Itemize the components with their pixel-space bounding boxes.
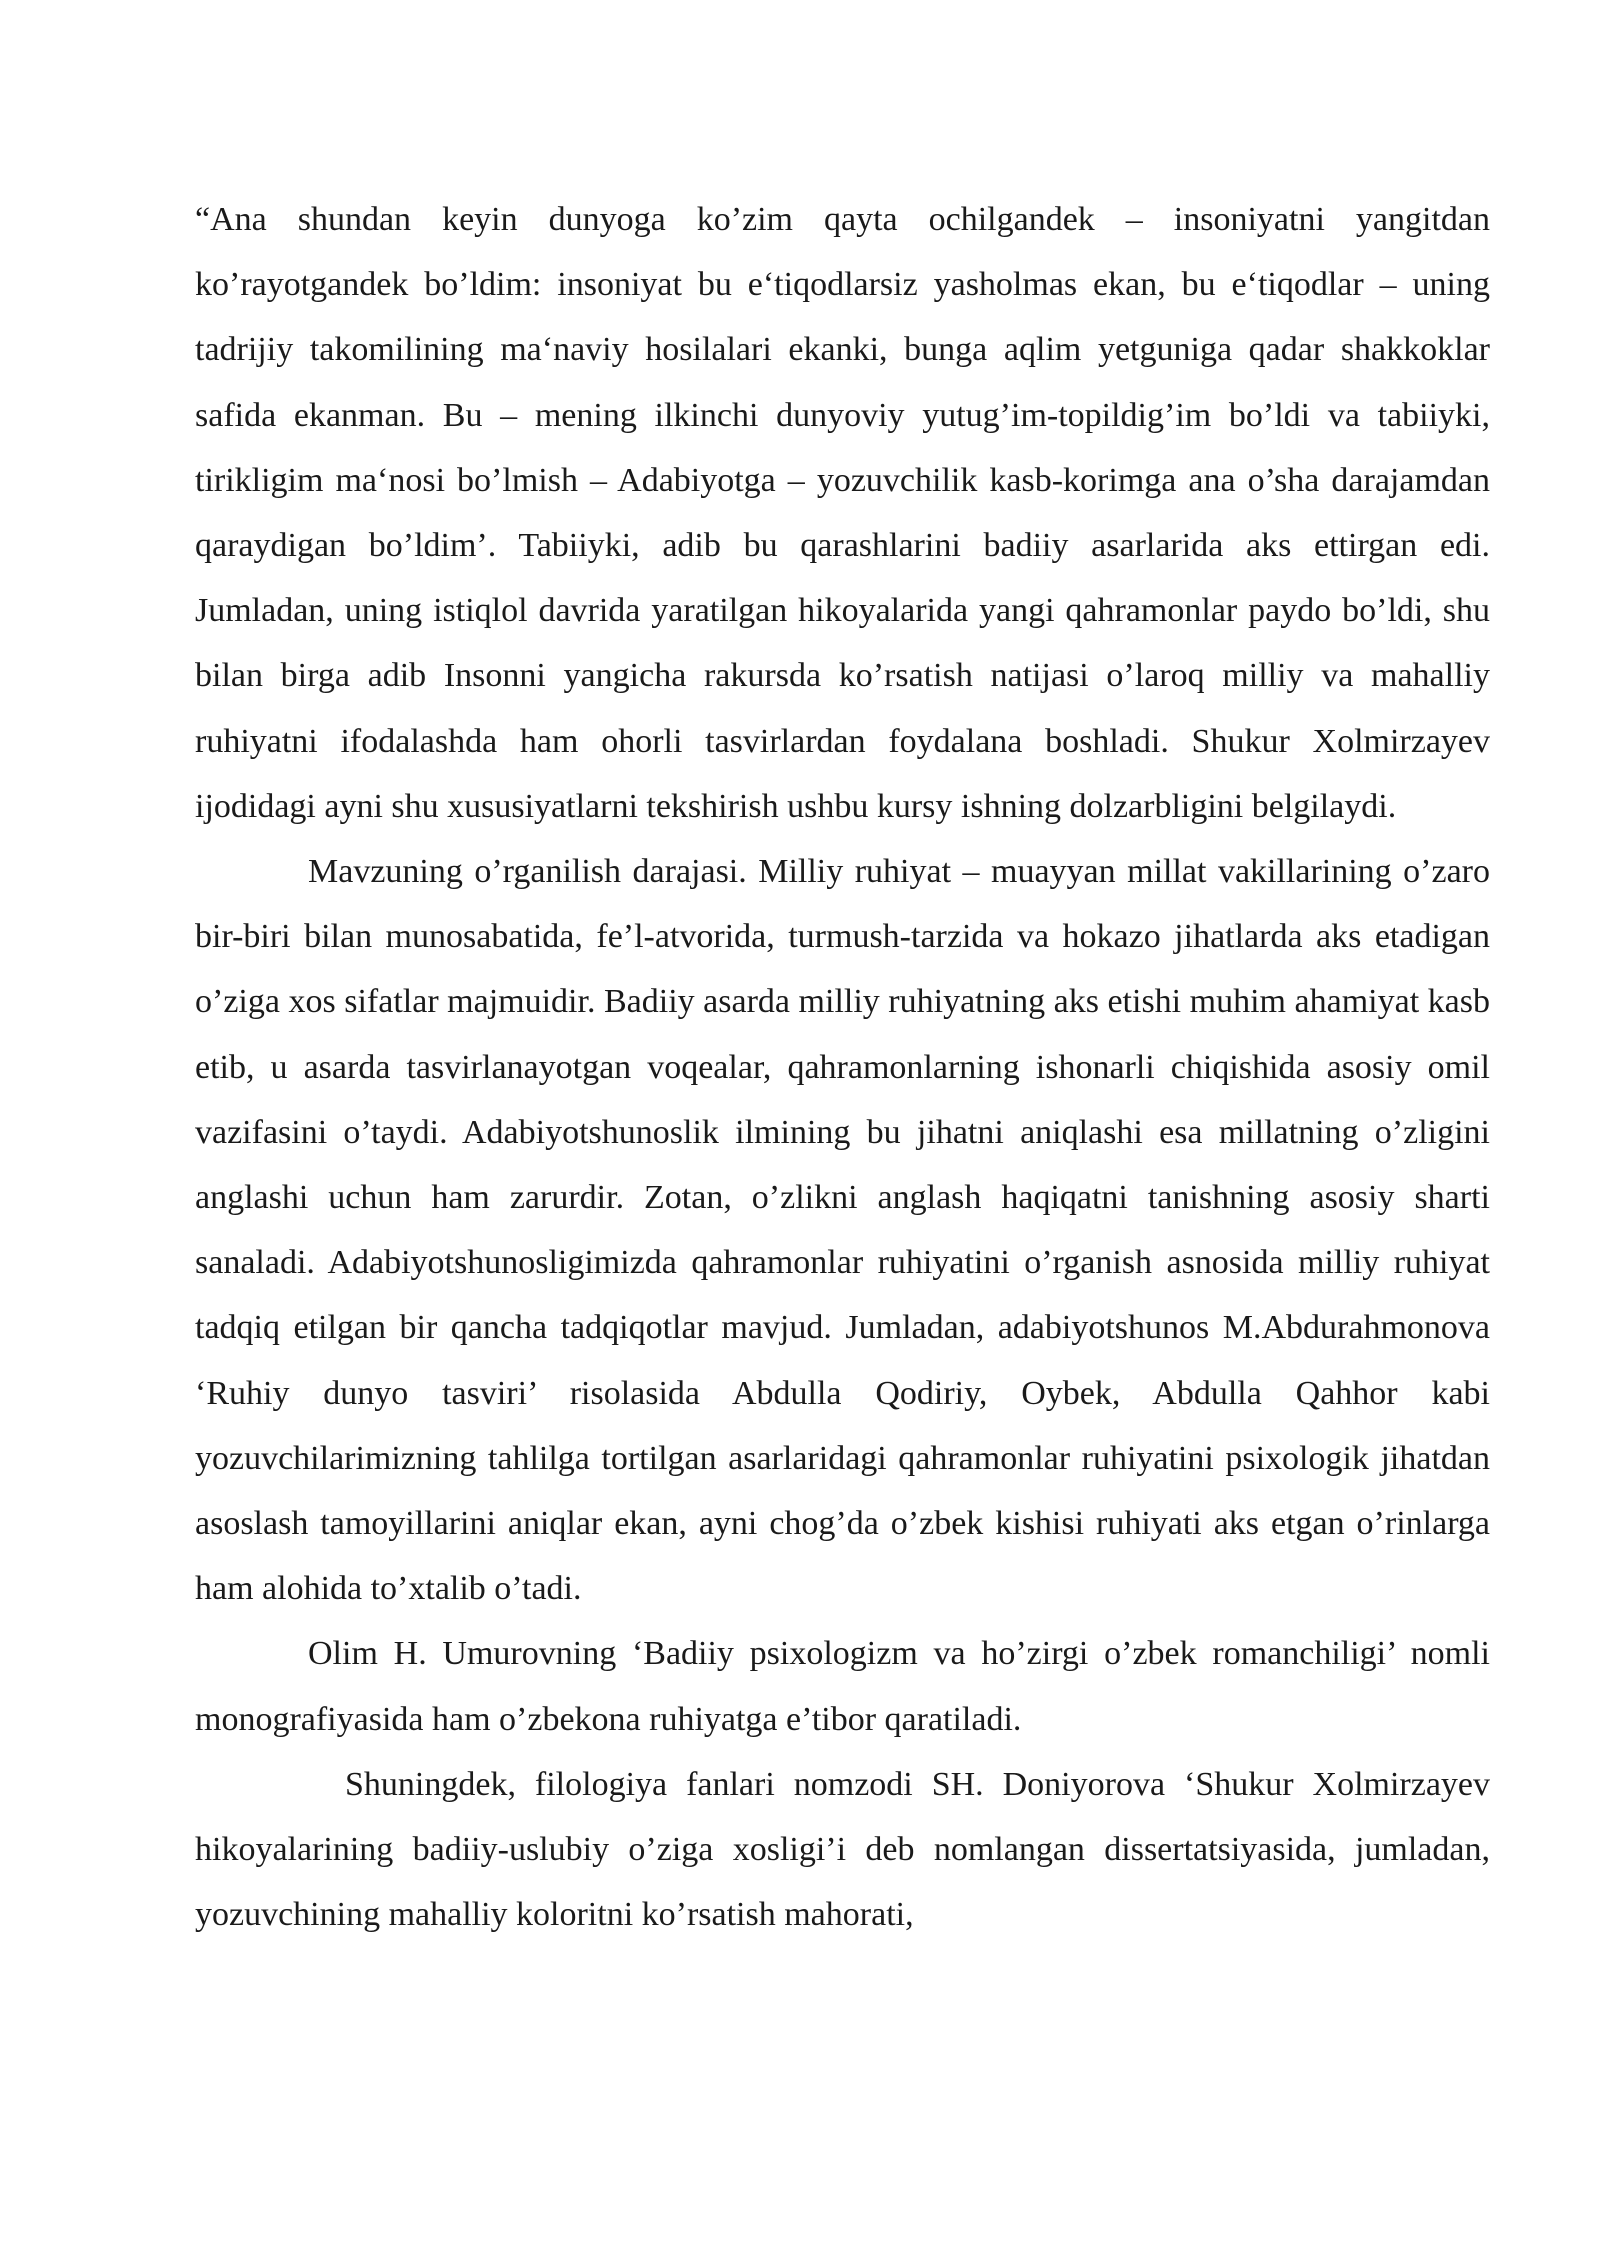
- paragraph-doniyorova: Shuningdek, filologiya fanlari nomzodi SH. Doniyorova ‘Shukur Xolmirzayev hikoyalarining badiiy-uslubiy o’ziga xosligi’i deb nomlangan dissertatsiyasida, jumladan, yozuvchining mahalliy koloritni ko’rsatish mahorati,: [195, 1765, 1490, 1934]
- paragraph-study-level: Mavzuning o’rganilish darajasi. Milliy ruhiyat – muayyan millat vakillarining o’zaro bir-biri bilan munosabatida, fe’l-atvorida, turmush-tarzida va hokazo jihatlarda aks etadigan o’ziga xos sifatlar majmuidir. Badiiy asarda milliy ruhiyatning aks etishi muhim ahamiyat kasb etib, u asarda tasvirlanayotgan voqealar, qahramonlarning ishonarli chiqishida asosiy omil vazifasini o’taydi. Adabiyotshunoslik ilmining bu jihatni aniqlashi esa millatning o’zligini anglashi uchun ham zarurdir. Zotan, o’zlikni anglash haqiqatni tanishning asosiy sharti sanaladi. Adabiyotshunosligimizda qahramonlar ruhiyatini o’rganish asnosida milliy ruhiyat tadqiq etilgan bir qancha tadqiqotlar mavjud. Jumladan, adabiyotshunos M.Abdurahmonova ‘Ruhiy dunyo tasviri’ risolasida Abdulla Qodiriy, Oybek, Abdulla Qahhor kabi yozuvchilarimizning tahlilga tortilgan asarlaridagi qahramonlar ruhiyatini psixologik jihatdan asoslash tamoyillarini aniqlar ekan, ayni chog’da o’zbek kishisi ruhiyati aks etgan o’rinlarga ham alohida to’xtalib o’tadi.: [195, 853, 1490, 1608]
- document-body: [195, 187, 1490, 1947]
- paragraph-quote: “Ana shundan keyin dunyoga ko’zim qayta ochilgandek – insoniyatni yangitdan ko’rayotgandek bo’ldim: insoniyat bu e‘tiqodlarsiz yasholmas ekan, bu e‘tiqodlar – uning tadrijiy takomilining ma‘naviy hosilalari ekanki, bunga aqlim yetguniga qadar shakkoklar safida ekanman. Bu – mening ilkinchi dunyoviy yutug’im-topildig’im bo’ldi va tabiiyki, tirikligim ma‘nosi bo’lmish – Adabiyotga – yozuvchilik kasb-korimga ana o’sha darajamdan qaraydigan bo’ldim’. Tabiiyki, adib bu qarashlarini badiiy asarlarida aks ettirgan edi. Jumladan, uning istiqlol davrida yaratilgan hikoyalarida yangi qahramonlar paydo bo’ldi, shu bilan birga adib Insonni yangicha rakursda ko’rsatish natijasi o’laroq milliy va mahalliy ruhiyatni ifodalashda ham ohorli tasvirlardan foydalana boshladi. Shukur Xolmirzayev ijodidagi ayni shu xususiyatlarni tekshirish ushbu kursy ishning dolzarbligini belgilaydi.: [195, 201, 1490, 825]
- paragraph-umurov: Olim H. Umurovning ‘Badiiy psixologizm va ho’zirgi o’zbek romanchiligi’ nomli monografiyasida ham o’zbekona ruhiyatga e’tibor qaratiladi.: [195, 1635, 1490, 1738]
